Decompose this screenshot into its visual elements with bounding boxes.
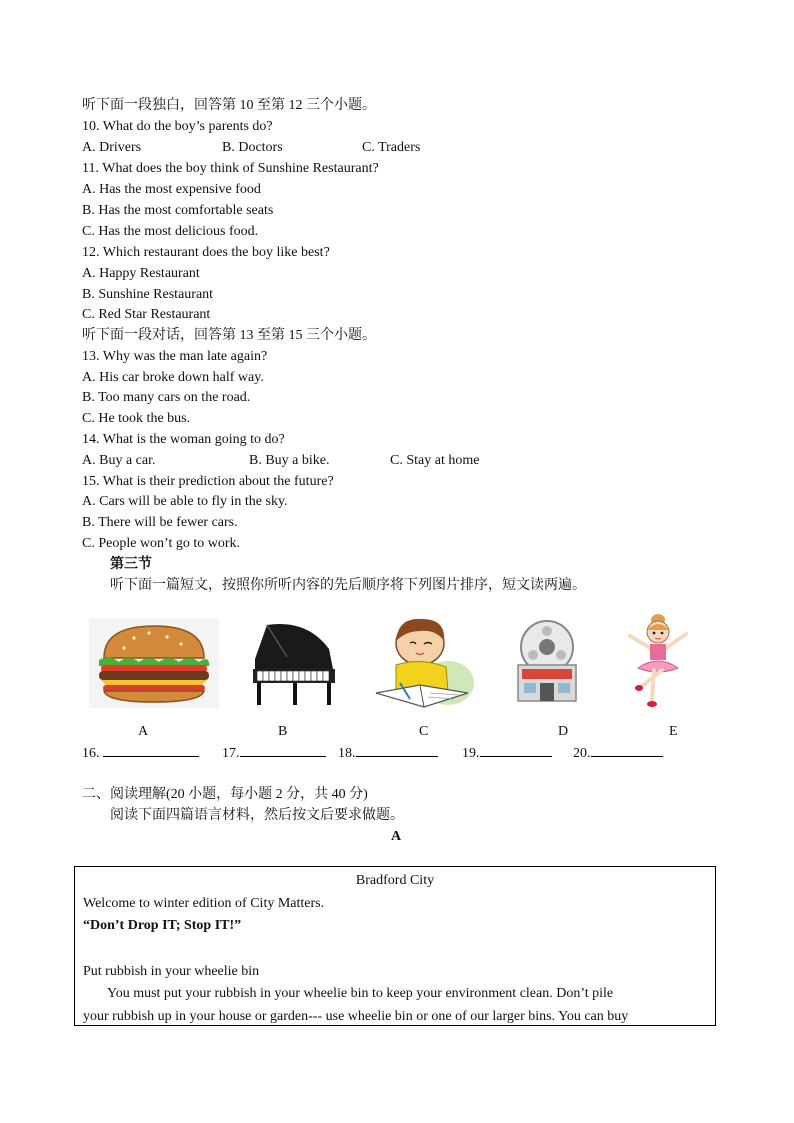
blank-number: 19. xyxy=(462,746,480,761)
picture-label-e: E xyxy=(669,724,678,739)
answer-blank-20[interactable] xyxy=(573,742,663,764)
q10-option-c: C. Traders xyxy=(362,140,421,155)
q13-option-c: C. He took the bus. xyxy=(82,411,191,426)
passage-paragraph-line2: your rubbish up in your house or garden--- use wheelie bin or one of our larger bins. You can buy xyxy=(83,1009,629,1024)
passage-a-box xyxy=(74,866,716,1026)
q13-stem: 13. Why was the man late again? xyxy=(82,349,268,364)
section3-title: 第三节 xyxy=(110,557,152,572)
q12-option-b: B. Sunshine Restaurant xyxy=(82,287,214,302)
blank-number: 20. xyxy=(573,746,591,761)
cinema-icon xyxy=(500,612,594,714)
blank-line[interactable] xyxy=(103,742,199,757)
passage-title: Bradford City xyxy=(355,873,435,888)
blank-number: 16. xyxy=(82,746,100,761)
q13-option-a: A. His car broke down half way. xyxy=(82,370,264,385)
passage-welcome: Welcome to winter edition of City Matters. xyxy=(83,896,325,911)
answer-blank-16[interactable] xyxy=(82,742,199,764)
q11-stem: 11. What does the boy think of Sunshine Restaurant? xyxy=(82,161,379,176)
blank-line[interactable] xyxy=(240,742,326,757)
reading-instruction: 阅读下面四篇语言材料，然后按文后要求做题。 xyxy=(110,808,404,823)
q14-option-b: B. Buy a bike. xyxy=(249,453,330,468)
passage-paragraph-line1: You must put your rubbish in your wheelie bin to keep your environment clean. Don’t pile xyxy=(107,986,614,1001)
q11-option-a: A. Has the most expensive food xyxy=(82,182,261,197)
ballet-girl-icon xyxy=(618,612,698,714)
blank-line[interactable] xyxy=(356,742,438,757)
q14-option-c: C. Stay at home xyxy=(390,453,480,468)
q10-stem: 10. What do the boy’s parents do? xyxy=(82,119,273,134)
monologue-instruction: 听下面一段独白，回答第 10 至第 12 三个小题。 xyxy=(82,98,376,113)
answer-blank-18[interactable] xyxy=(338,742,438,764)
q12-option-c: C. Red Star Restaurant xyxy=(82,307,211,322)
reading-part-title: 二、阅读理解(20 小题，每小题 2 分，共 40 分) xyxy=(82,787,368,802)
picture-label-d: D xyxy=(558,724,569,739)
q14-option-a: A. Buy a car. xyxy=(82,453,156,468)
picture-label-c: C xyxy=(419,724,429,739)
q13-option-b: B. Too many cars on the road. xyxy=(82,390,251,405)
dialogue-instruction: 听下面一段对话，回答第 13 至第 15 三个小题。 xyxy=(82,328,376,343)
q15-option-c: C. People won’t go to work. xyxy=(82,536,241,551)
passage-subhead: Put rubbish in your wheelie bin xyxy=(83,964,260,979)
blank-number: 17. xyxy=(222,746,240,761)
passage-letter: A xyxy=(391,829,402,844)
passage-slogan: “Don’t Drop IT; Stop IT!” xyxy=(83,918,242,933)
picture-label-a: A xyxy=(138,724,149,739)
picture-label-b: B xyxy=(278,724,288,739)
blank-number: 18. xyxy=(338,746,356,761)
blank-line[interactable] xyxy=(480,742,552,757)
q15-stem: 15. What is their prediction about the future? xyxy=(82,474,334,489)
boy-writing-icon xyxy=(368,612,478,714)
answer-blank-19[interactable] xyxy=(462,742,552,764)
q10-option-b: B. Doctors xyxy=(222,140,283,155)
blank-line[interactable] xyxy=(591,742,663,757)
section3-instruction: 听下面一篇短文，按照你所听内容的先后顺序将下列图片排序，短文读两遍。 xyxy=(110,578,586,593)
q11-option-b: B. Has the most comfortable seats xyxy=(82,203,274,218)
q12-stem: 12. Which restaurant does the boy like best? xyxy=(82,245,330,260)
piano-icon xyxy=(246,612,342,714)
q15-option-b: B. There will be fewer cars. xyxy=(82,515,238,530)
q15-option-a: A. Cars will be able to fly in the sky. xyxy=(82,494,288,509)
q12-option-a: A. Happy Restaurant xyxy=(82,266,200,281)
q10-option-a: A. Drivers xyxy=(82,140,142,155)
q11-option-c: C. Has the most delicious food. xyxy=(82,224,259,239)
answer-blank-17[interactable] xyxy=(222,742,326,764)
q14-stem: 14. What is the woman going to do? xyxy=(82,432,285,447)
hamburger-icon xyxy=(84,612,224,714)
